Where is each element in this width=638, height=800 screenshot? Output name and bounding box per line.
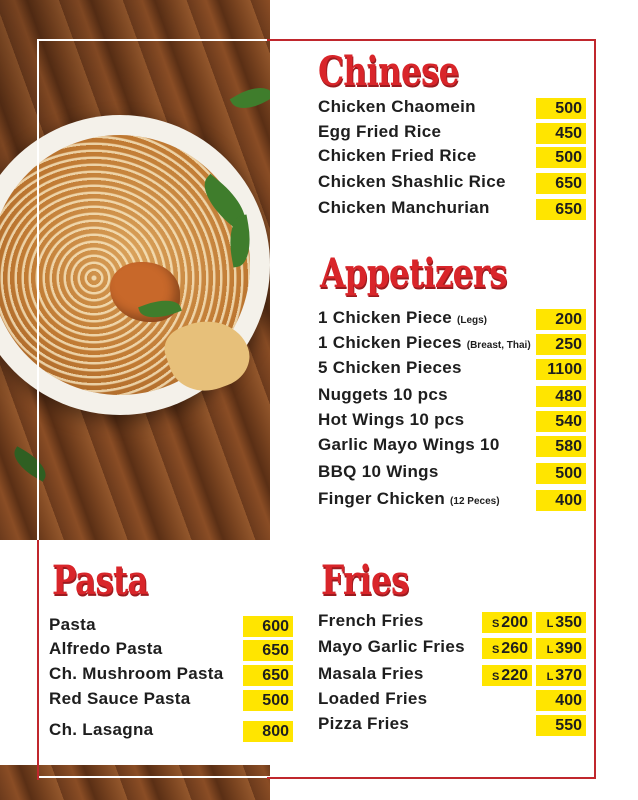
menu-item xyxy=(318,611,586,635)
item-price: 650 xyxy=(536,199,586,220)
item-note: (Legs) xyxy=(457,315,487,326)
large-price: L 370 xyxy=(536,665,586,686)
menu-item xyxy=(318,637,586,661)
item-name: 5 Chicken Pieces xyxy=(318,358,462,377)
fries-heading: Fries xyxy=(321,557,409,604)
item-name: Nuggets 10 pcs xyxy=(318,385,448,404)
item-name: Loaded Fries xyxy=(318,689,428,708)
item-name: Egg Fried Rice xyxy=(318,122,442,141)
menu-item xyxy=(318,689,586,713)
menu-item xyxy=(318,97,586,121)
menu-item xyxy=(318,435,586,459)
item-name: Pizza Fries xyxy=(318,714,410,733)
item-name: Ch. Mushroom Pasta xyxy=(49,664,224,683)
menu-item xyxy=(318,489,586,513)
pasta-heading: Pasta xyxy=(52,557,148,604)
item-name: Masala Fries xyxy=(318,664,424,683)
item-name: Mayo Garlic Fries xyxy=(318,637,465,656)
item-name: Chicken Manchurian xyxy=(318,198,490,217)
menu-item xyxy=(318,410,586,434)
menu-item xyxy=(318,358,586,382)
item-price: 500 xyxy=(536,147,586,168)
menu-item xyxy=(318,198,586,222)
red-frame-left xyxy=(37,540,39,780)
item-name: Chicken Chaomein xyxy=(318,97,476,116)
item-price: 500 xyxy=(536,463,586,484)
item-price: 480 xyxy=(536,386,586,407)
item-price: 400 xyxy=(536,490,586,511)
small-price: S 220 xyxy=(482,665,532,686)
chinese-heading: Chinese xyxy=(318,48,459,95)
item-price: 1100 xyxy=(536,359,586,380)
small-price: S 200 xyxy=(482,612,532,633)
large-price: L 350 xyxy=(536,612,586,633)
menu-item xyxy=(318,172,586,196)
item-price: 650 xyxy=(243,640,293,661)
menu-item xyxy=(318,714,586,738)
item-price: 250 xyxy=(536,334,586,355)
item-price: 650 xyxy=(243,665,293,686)
item-price: 500 xyxy=(536,98,586,119)
appetizers-heading: Appetizers xyxy=(320,250,507,297)
item-price: 580 xyxy=(536,436,586,457)
item-price: 650 xyxy=(536,173,586,194)
item-name: 1 Chicken Piece (Legs) xyxy=(318,308,487,327)
wood-strip xyxy=(0,765,270,800)
menu-item xyxy=(318,146,586,170)
menu-item xyxy=(49,615,293,639)
item-price: 400 xyxy=(536,690,586,711)
menu-item xyxy=(318,308,586,332)
item-price: 450 xyxy=(536,123,586,144)
item-name: French Fries xyxy=(318,611,424,630)
item-name: Ch. Lasagna xyxy=(49,720,154,739)
item-name: Chicken Shashlic Rice xyxy=(318,172,506,191)
menu-item xyxy=(318,462,586,486)
item-name: Chicken Fried Rice xyxy=(318,146,477,165)
menu-item xyxy=(49,639,293,663)
herb-leaf xyxy=(230,79,270,116)
menu-item xyxy=(318,385,586,409)
small-price: S 260 xyxy=(482,638,532,659)
item-name: Pasta xyxy=(49,615,96,634)
item-price: 600 xyxy=(243,616,293,637)
item-note: (Breast, Thai) xyxy=(466,340,531,351)
item-price: 540 xyxy=(536,411,586,432)
menu-item xyxy=(49,664,293,688)
item-name: Garlic Mayo Wings 10 xyxy=(318,435,500,454)
herb-leaf xyxy=(8,446,52,482)
item-price: 200 xyxy=(536,309,586,330)
item-name: Alfredo Pasta xyxy=(49,639,163,658)
item-name: Hot Wings 10 pcs xyxy=(318,410,465,429)
item-name: 1 Chicken Pieces (Breast, Thai) xyxy=(318,333,531,352)
menu-item xyxy=(318,333,586,357)
item-note: (12 Peces) xyxy=(450,496,500,507)
large-price: L 390 xyxy=(536,638,586,659)
item-price: 500 xyxy=(243,690,293,711)
item-price: 800 xyxy=(243,721,293,742)
item-name: Red Sauce Pasta xyxy=(49,689,191,708)
menu-item xyxy=(49,689,293,713)
menu-item xyxy=(318,664,586,688)
noodle-soup-photo xyxy=(0,0,270,540)
item-name: BBQ 10 Wings xyxy=(318,462,439,481)
menu-item xyxy=(49,720,293,744)
item-name: Finger Chicken (12 Peces) xyxy=(318,489,500,508)
menu-item xyxy=(318,122,586,146)
item-price: 550 xyxy=(536,715,586,736)
